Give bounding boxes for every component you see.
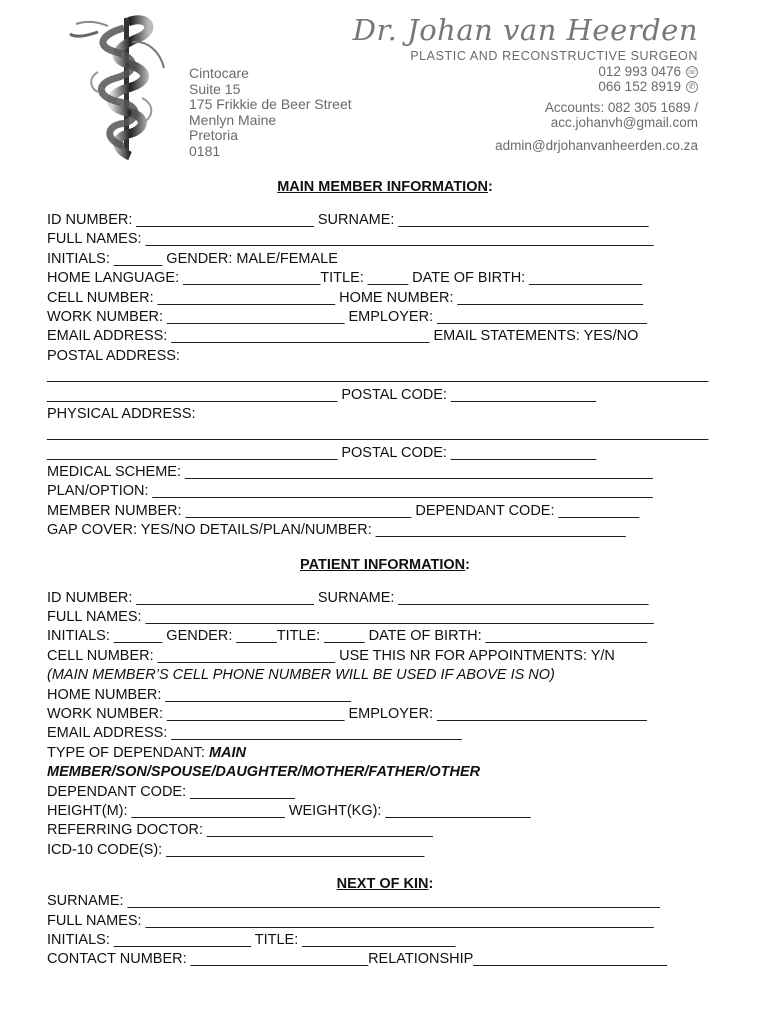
next-of-kin-field-line[interactable]: CONTACT NUMBER: ______________________RELATIONSHIP________________________ [47, 951, 667, 968]
main-member-field-line[interactable]: EMAIL ADDRESS: ________________________________ EMAIL STATEMENTS: YES/NO [47, 328, 639, 345]
patient-field-line[interactable]: ID NUMBER: ______________________ SURNAME: _______________________________ [47, 589, 649, 606]
main-member-field-line[interactable]: PLAN/OPTION: ______________________________________________________________ [47, 483, 653, 500]
main-member-field-line[interactable]: INITIALS: ______ GENDER: MALE/FEMALE [47, 250, 338, 267]
address-line: 175 Frikkie de Beer Street [189, 96, 352, 113]
doctor-title: PLASTIC AND RECONSTRUCTIVE SURGEON [410, 49, 698, 63]
main-member-field-line[interactable]: MEMBER NUMBER: ____________________________ DEPENDANT CODE: __________ [47, 502, 640, 519]
main-member-section [47, 211, 737, 541]
patient-field-line[interactable]: WORK NUMBER: ______________________ EMPLOYER: __________________________ [47, 705, 647, 722]
phone-icon: ☏ [687, 67, 698, 77]
practice-address [189, 66, 352, 160]
next-of-kin-field-line[interactable]: SURNAME: __________________________________________________________________ [47, 893, 660, 910]
main-member-heading: MAIN MEMBER INFORMATION: [277, 179, 493, 195]
next-of-kin-heading: NEXT OF KIN: [336, 876, 434, 893]
main-member-field-line[interactable]: WORK NUMBER: ______________________ EMPLOYER: __________________________ [47, 308, 647, 325]
caduceus-logo [68, 12, 180, 162]
dependant-type-field[interactable]: TYPE OF DEPENDANT: MAIN [47, 744, 247, 761]
main-member-field-line[interactable]: POSTAL ADDRESS: [47, 347, 180, 364]
patient-section [47, 589, 737, 860]
accounts-email: acc.johanvh@gmail.com [550, 115, 698, 130]
patient-field-line[interactable]: HOME NUMBER: _______________________ [47, 686, 351, 703]
patient-field-line[interactable]: DEPENDANT CODE: _____________ [47, 783, 295, 800]
cell-number-note: (MAIN MEMBER’S CELL PHONE NUMBER WILL BE USED IF ABOVE IS NO) [47, 667, 555, 684]
accounts-line: Accounts: 082 305 1689 / [544, 100, 698, 115]
main-member-field-line[interactable]: ____________________________________ POSTAL CODE: __________________ [47, 444, 597, 461]
patient-field-line[interactable]: ICD-10 CODE(S): ________________________________ [47, 841, 425, 858]
main-member-field-line[interactable]: MEDICAL SCHEME: __________________________________________________________ [47, 464, 653, 481]
main-member-field-line[interactable]: ID NUMBER: ______________________ SURNAME: _______________________________ [47, 212, 649, 228]
letterhead-contact [353, 12, 698, 153]
next-of-kin-field-line[interactable]: INITIALS: _________________ TITLE: ___________________ [47, 931, 456, 948]
main-member-field-line[interactable]: FULL NAMES: _______________________________________________________________ [47, 231, 654, 248]
address-line: Pretoria [189, 127, 239, 144]
patient-field-line[interactable]: HEIGHT(M): ___________________ WEIGHT(KG): __________________ [47, 802, 531, 819]
main-member-field-line[interactable]: __________________________________________________________________________________ [47, 425, 709, 442]
address-line: Menlyn Maine [189, 111, 277, 128]
main-member-field-line[interactable]: GAP COVER: YES/NO DETAILS/PLAN/NUMBER: _______________________________ [47, 522, 626, 539]
patient-field-line[interactable]: EMAIL ADDRESS: ____________________________________ [47, 725, 462, 742]
patient-field-line[interactable]: REFERRING DOCTOR: ____________________________ [47, 822, 433, 839]
registration-form [47, 176, 737, 970]
doctor-name: Dr. Johan van Heerden [352, 13, 698, 47]
main-member-field-line[interactable]: CELL NUMBER: ______________________ HOME NUMBER: _______________________ [47, 289, 643, 306]
patient-field-line[interactable]: FULL NAMES: _______________________________________________________________ [47, 609, 654, 626]
caduceus-icon [68, 12, 180, 162]
dependant-type-options[interactable]: MEMBER/SON/SPOUSE/DAUGHTER/MOTHER/FATHER/OTHER [47, 764, 481, 781]
admin-email: admin@drjohanvanheerden.co.za [495, 138, 698, 153]
mobile-icon: ✆ [686, 81, 698, 93]
next-of-kin-field-line[interactable]: FULL NAMES: _______________________________________________________________ [47, 912, 654, 929]
patient-field-line[interactable]: CELL NUMBER: ______________________ USE THIS NR FOR APPOINTMENTS: Y/N [47, 647, 615, 664]
patient-field-line[interactable]: INITIALS: ______ GENDER: _____TITLE: _____ DATE OF BIRTH: ____________________ [47, 628, 647, 645]
next-of-kin-section [47, 892, 737, 970]
main-member-field-line[interactable]: ____________________________________ POSTAL CODE: __________________ [47, 386, 597, 403]
patient-heading: PATIENT INFORMATION: [300, 556, 470, 573]
phone-number: 012 993 0476 [598, 64, 681, 79]
main-member-field-line[interactable]: PHYSICAL ADDRESS: [47, 405, 196, 422]
address-line: Suite 15 [189, 80, 241, 97]
address-line: Cintocare [189, 65, 249, 81]
main-member-field-line[interactable]: __________________________________________________________________________________ [47, 367, 709, 384]
address-line: 0181 [189, 142, 221, 159]
mobile-line [353, 79, 698, 94]
phone-line [353, 64, 698, 79]
main-member-field-line[interactable]: HOME LANGUAGE: _________________TITLE: _____ DATE OF BIRTH: ______________ [47, 270, 643, 287]
mobile-number: 066 152 8919 [598, 79, 681, 94]
